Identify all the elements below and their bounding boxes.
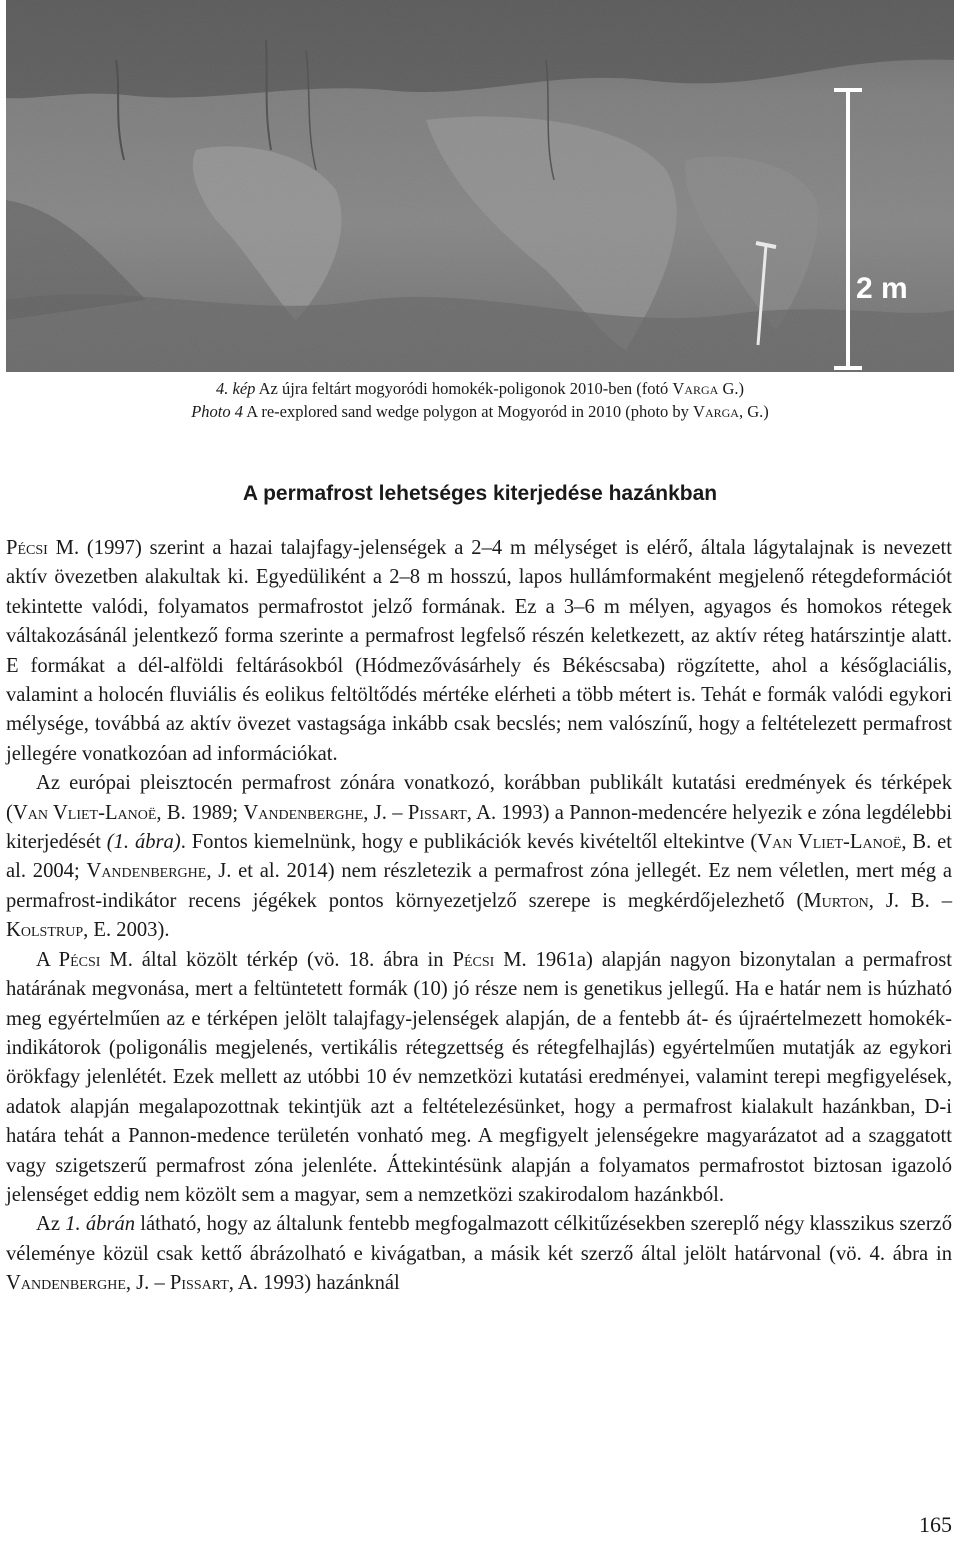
paragraph (6, 769, 952, 945)
caption-en-close: ) (763, 402, 769, 421)
figure-reference: 1. ábrán (65, 1213, 136, 1236)
text-run: Az európai pleisztocén permafrost zónára vonatkozó, korábban publikált kutatási eredmények és térképek ( (6, 772, 952, 824)
photo-image (6, 0, 954, 372)
paragraph (6, 534, 952, 769)
photo-caption-hu (0, 377, 960, 401)
scale-label: 2 m (856, 272, 908, 305)
photo-caption-en (0, 400, 960, 424)
text-run: 1993) hazánknál (257, 1272, 400, 1295)
author-name: Pécsi M. (452, 948, 527, 971)
paragraph (6, 1210, 952, 1298)
caption-hu-author: Varga G. (672, 379, 739, 398)
author-name: Pécsi M. (58, 948, 133, 971)
text-run: et al. 2004; (6, 831, 952, 883)
text-run: Az (36, 1213, 66, 1236)
text-run: . Fontos kiemelnünk, hogy e publikációk kevés kivételtől eltekintve ( (180, 831, 758, 854)
figure-reference: (1. ábra) (106, 831, 181, 854)
paragraph (6, 946, 952, 1211)
text-run: 1993) a Pannon-medencére helyezik e zóna legdélebbi kiterjedését (6, 801, 952, 854)
text-run: A (36, 948, 59, 971)
caption-en-text: A re-explored sand wedge polygon at Mogyoród in 2010 (photo by (246, 402, 689, 421)
author-name: Vandenberghe, J. – Pissart, A. (6, 1272, 258, 1295)
caption-en-label: Photo 4 (191, 402, 244, 421)
text-run: (1997) szerint a hazai talajfagy-jelenségek a 2–4 m mélységet is elérő, általa lágytalajnak is nevezett aktív övezetben alakultak ki. Egyedüliként a 2–8 m hosszú, lapos hullámformaként megjelenő rétegdeformációt tekintette valódi, folyamatos permafrostot jelző formának. Ez a 3–6 m mélyen, agyagos és homokos rétegek váltakozásánál jelentkező forma szerinte a permafrost legfelső részén keletkezett, az aktív réteg határszintje alatt. E formákat a dél-alföldi feltárásokból (Hódmezővásárhely és Békéscsaba) rögzítette, ahol a későglaciális, valamint a holocén fluviális és eolikus feltöltődés mértéke elérheti a több métert is. Tehát e formák valódi egykori mélysége, továbbá az aktív övezet vastagsága inkább csak becslés; nem valószínű, hogy a feltételezett permafrost jellegére vonatkozóan ad információkat. (6, 537, 952, 765)
sand-wedge-photo (6, 0, 954, 372)
author-name: Vandenberghe, J. – Pissart, A. (243, 801, 497, 824)
author-name: Vandenberghe, J. (86, 860, 232, 883)
text-run: által közölt térkép (vö. 18. ábra in (132, 948, 453, 971)
author-name: Murton, J. B. – Kolstrup, E. (6, 889, 952, 942)
author-name: Van Vliet-Lanoë, B. (12, 801, 186, 824)
text-run: et al. 2014) nem részletezik a permafrost zóna jellegét. Ez nem véletlen, mert még a permafrost-indikátor recens jégékek pontos környezetjelző szerepe is megkérdőjelezhető ( (6, 860, 953, 912)
author-name: Van Vliet-Lanoë, B. (757, 831, 932, 854)
body-text (6, 534, 952, 1299)
caption-hu-label: 4. kép (216, 379, 256, 398)
page-number: 165 (919, 1512, 952, 1537)
caption-hu-close: ) (738, 379, 744, 398)
text-run: 1989; (185, 801, 244, 824)
section-heading: A permafrost lehetséges kiterjedése hazánkban (242, 482, 718, 505)
caption-en-author: Varga, G. (693, 402, 764, 421)
text-run: 1961a) alapján nagyon bizonytalan a permafrost határának megvonása, mert a feltüntetett formák (10) jó része nem is genetikus jellegű. Ha e határ nem is húzható meg egyértelműen az e térképen jelölt talajfagy-jelenségek alapján, de a fentebb át- és újraértelmezett homokék-indikátorok (poligonális megjelenés, vertikális rétegzettség és rétegfelhajlás) egyértelműen mutatják az egykori örökfagy jelenlétét. Ezek mellett az utóbbi 10 év nemzetközi kutatási eredményei, valamint terepi megfigyelések, adatok alapján megalapozottnak tekintjük azt a feltételezésünket, hogy a permafrost kialakult hazánkban, D-i határa tehát a Pannon-medence területén vonható meg. A megfigyelt jelenségekre magyarázatot ad a szaggatott vagy szigetszerű permafrost zóna jelenléte. Áttekintésünk alapján a folyamatos permafrostot biztosan igazoló jelenséget eddig nem közölt sem a magyar, sem a nemzetközi szakirodalom hazánkból. (6, 948, 952, 1206)
author-name: Pécsi M. (6, 537, 80, 559)
caption-hu-text: Az újra feltárt mogyoródi homokék-poligonok 2010-ben (fotó (258, 379, 669, 398)
text-run: látható, hogy az általunk fentebb megfogalmazott célkitűzésekben szereplő négy klasszikus szerző véleménye közül csak kettő ábrázolható e kivágatban, a másik két szerző által jelölt határvonal (vö. 4. ábra in (6, 1213, 952, 1265)
text-run: 2003). (111, 919, 170, 942)
